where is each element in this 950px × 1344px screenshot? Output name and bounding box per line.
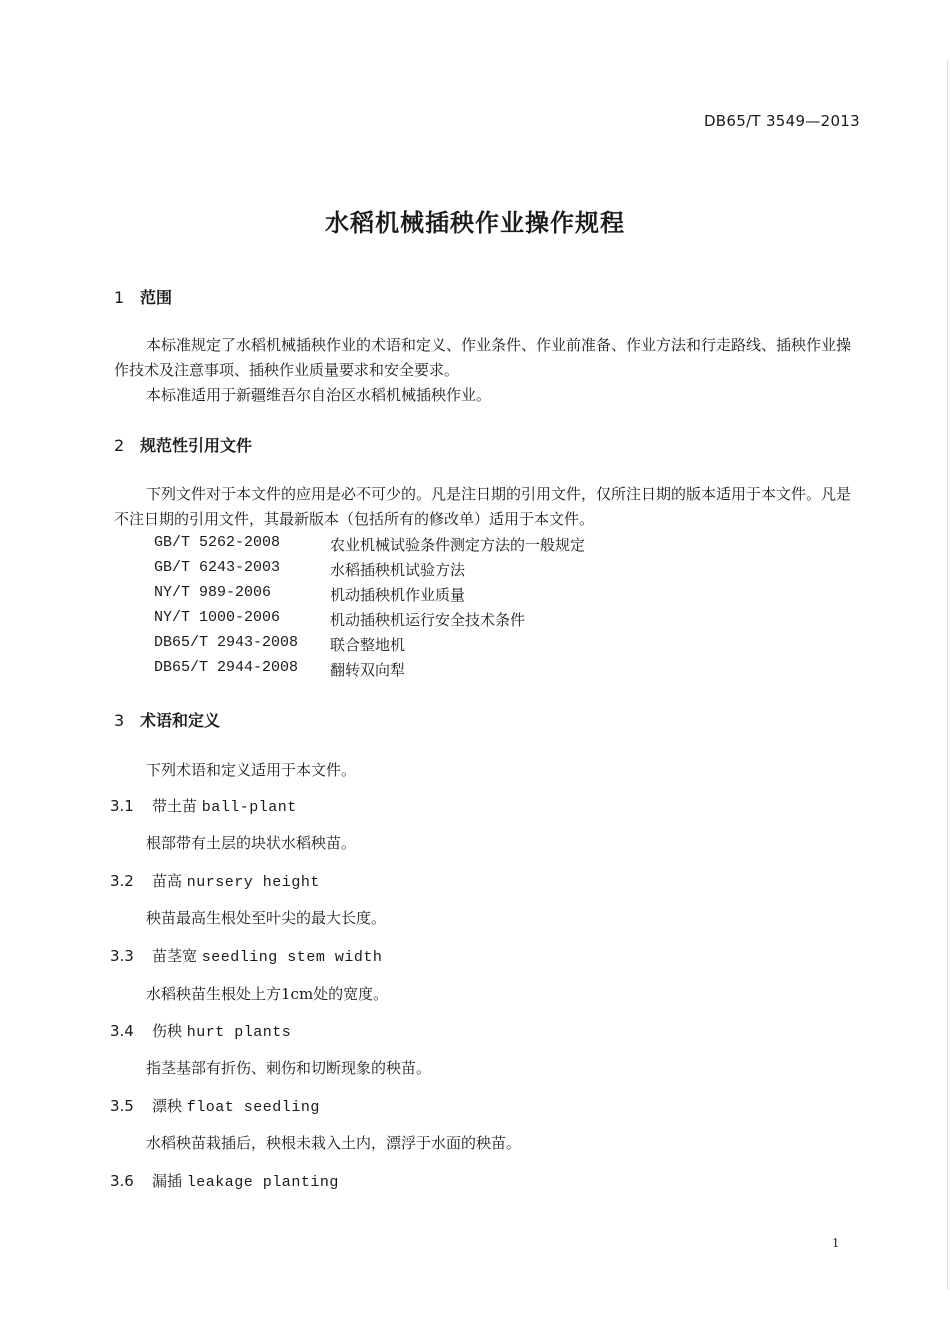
reference-code: DB65/T 2943-2008 <box>154 634 299 651</box>
section-1-heading <box>114 285 172 308</box>
document-title: 水稻机械插秧作业操作规程 <box>325 209 625 237</box>
term-heading <box>110 870 320 891</box>
term-en: nursery height <box>186 874 320 891</box>
reference-code: NY/T 1000-2006 <box>154 609 281 626</box>
term-number: 3.3 <box>110 947 134 965</box>
term-number: 3.5 <box>110 1097 134 1115</box>
section-number: 3 <box>114 711 125 730</box>
section-2-paragraph: 下列文件对于本文件的应用是必不可少的。凡是注日期的引用文件，仅所注日期的版本适用于本文件。凡是不注日期的引用文件，其最新版本（包括所有的修改单）适用于本文件。 <box>114 485 852 528</box>
standard-code: DB65/T 3549—2013 <box>703 112 860 130</box>
term-cn: 伤秧 <box>152 1022 183 1040</box>
section-1-paragraph-1: 本标准规定了水稻机械插秧作业的术语和定义、作业条件、作业前准备、作业方法和行走路线、插秧作业操作技术及注意事项、插秧作业质量要求和安全要求。 <box>114 336 852 379</box>
term-heading <box>110 1020 291 1041</box>
scan-edge-line <box>947 60 948 1290</box>
term-definition: 指茎基部有折伤、刺伤和切断现象的秧苗。 <box>146 1059 432 1077</box>
term-heading <box>110 1170 339 1191</box>
section-number: 2 <box>114 436 125 455</box>
reference-code: GB/T 6243-2003 <box>154 559 281 576</box>
reference-title: 农业机械试验条件测定方法的一般规定 <box>330 536 586 554</box>
section-3-heading <box>114 708 220 731</box>
term-heading <box>110 945 382 966</box>
term-definition: 水稻秧苗生根处上方1cm处的宽度。 <box>146 985 389 1003</box>
term-en: ball-plant <box>201 799 297 816</box>
term-number: 3.4 <box>110 1022 134 1040</box>
term-en: leakage planting <box>186 1174 339 1191</box>
reference-code: DB65/T 2944-2008 <box>154 659 299 676</box>
term-heading <box>110 795 297 816</box>
reference-code: GB/T 5262-2008 <box>154 534 281 551</box>
term-en: hurt plants <box>186 1024 292 1041</box>
term-number: 3.2 <box>110 872 134 890</box>
reference-title: 机动插秧机作业质量 <box>330 586 466 604</box>
term-cn: 漏插 <box>152 1172 183 1190</box>
term-cn: 苗高 <box>152 872 183 890</box>
reference-title: 机动插秧机运行安全技术条件 <box>330 611 526 629</box>
term-definition: 秧苗最高生根处至叶尖的最大长度。 <box>146 909 387 927</box>
term-cn: 苗茎宽 <box>152 947 198 965</box>
reference-title: 联合整地机 <box>330 636 406 654</box>
section-title: 术语和定义 <box>140 711 221 730</box>
reference-title: 水稻插秧机试验方法 <box>330 561 466 579</box>
term-number: 3.6 <box>110 1172 134 1190</box>
page-number: 1 <box>832 1236 839 1251</box>
reference-title: 翻转双向犁 <box>330 661 406 679</box>
term-cn: 带土苗 <box>152 797 198 815</box>
term-definition: 根部带有土层的块状水稻秧苗。 <box>146 834 357 852</box>
reference-code: NY/T 989-2006 <box>154 584 272 601</box>
term-heading <box>110 1095 320 1116</box>
term-definition: 水稻秧苗栽插后，秧根未栽入土内，漂浮于水面的秧苗。 <box>146 1134 522 1152</box>
term-en: float seedling <box>186 1099 320 1116</box>
section-title: 规范性引用文件 <box>140 436 253 455</box>
section-1-paragraph-2: 本标准适用于新疆维吾尔自治区水稻机械插秧作业。 <box>146 386 492 404</box>
section-2-heading <box>114 433 252 456</box>
term-cn: 漂秧 <box>152 1097 183 1115</box>
section-3-intro: 下列术语和定义适用于本文件。 <box>146 761 357 779</box>
section-title: 范围 <box>140 288 173 307</box>
section-number: 1 <box>114 288 125 307</box>
term-en: seedling stem width <box>201 949 383 966</box>
term-number: 3.1 <box>110 797 134 815</box>
